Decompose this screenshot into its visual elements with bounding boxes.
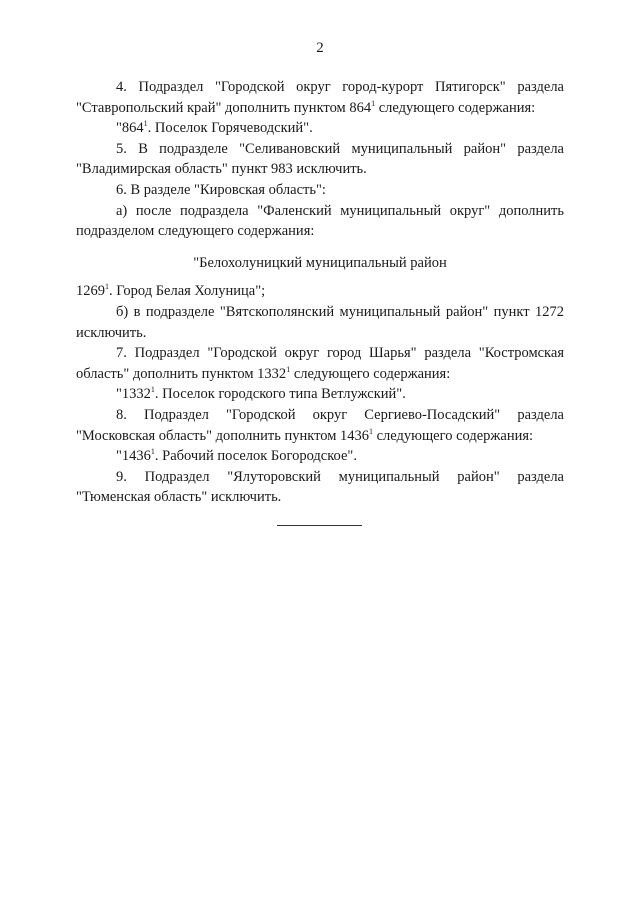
paragraph-item-8: 8. Подраздел "Городской округ Сергиево-Посадский" раздела "Московская область" дополнить пунктом 1436$^1$ следующего содержания: (76, 406, 564, 444)
paragraph-quote-1269: 1269$^1$. Город Белая Холуница"; (76, 282, 266, 300)
paragraph-quote-1332: "1332$^1$. Поселок городского типа Ветлужский". (116, 385, 406, 403)
paragraph-item-6b: б) в подразделе "Вятскополянский муниципальный район" пункт 1272 исключить. (76, 303, 564, 341)
page-number: 2 (316, 40, 324, 56)
subsection-heading: "Белохолуницкий муниципальный район (193, 254, 447, 271)
paragraph-item-5: 5. В подразделе "Селивановский муниципальный район" раздела "Владимирская область" пункт 983 исключить. (76, 140, 564, 178)
document-body (76, 77, 564, 508)
paragraph-item-6a: а) после подраздела "Фаленский муниципальный округ" дополнить подразделом следующего содержания: (76, 202, 564, 240)
paragraph-quote-1436: "1436$^1$. Рабочий поселок Богородское". (116, 447, 357, 465)
paragraph-quote-864: "$864^1$. Поселок Горячеводский". (116, 119, 313, 137)
end-divider (277, 525, 362, 526)
paragraph-item-7: 7. Подраздел "Городской округ город Шарья" раздела "Костромская область" дополнить пунктом 1332$^1$ следующего содержания: (76, 345, 564, 382)
paragraph-item-6: 6. В разделе "Кировская область": (116, 181, 326, 198)
paragraph-item-4: 4. Подраздел "Городской округ город-курорт Пятигорск" раздела "Ставропольский край" дополнить пунктом $864^1$ следующего содержания: (76, 79, 564, 116)
paragraph-item-9: 9. Подраздел "Ялуторовский муниципальный район" раздела "Тюменская область" исключить. (76, 468, 564, 506)
